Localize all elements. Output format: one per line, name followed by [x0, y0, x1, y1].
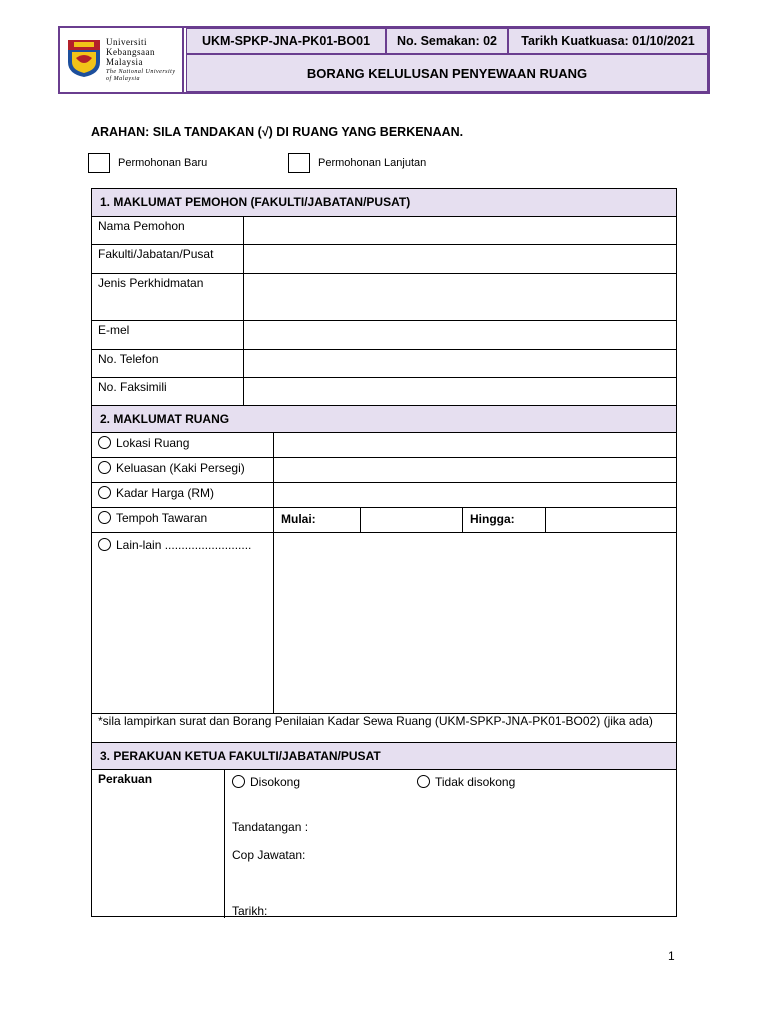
date-label: Tarikh:: [232, 904, 268, 918]
field-row-fakulti: [92, 244, 676, 273]
field-label: Lain-lain ..........................: [116, 538, 252, 552]
space-row-lain: [92, 532, 676, 713]
field-label: Fakulti/Jabatan/Pusat: [98, 247, 214, 261]
radio-icon[interactable]: [98, 436, 111, 449]
section1-title: 1. MAKLUMAT PEMOHON (FAKULTI/JABATAN/PUSAT): [100, 195, 411, 209]
field-label: Lokasi Ruang: [116, 436, 190, 450]
field-label: Kadar Harga (RM): [116, 486, 215, 500]
new-application-label: Permohonan Baru: [118, 157, 208, 169]
field-label: E-mel: [98, 323, 130, 337]
space-row-keluasan: [92, 457, 676, 482]
end-label: Hingga:: [470, 512, 515, 526]
lokasi-ruang-input[interactable]: [274, 433, 676, 457]
space-row-kadar: [92, 482, 676, 507]
page-number: 1: [668, 949, 675, 963]
start-label: Mulai:: [281, 512, 316, 526]
space-row-lokasi: [92, 432, 676, 457]
not-support-option: Tidak disokong: [435, 775, 516, 789]
section3-title: 3. PERAKUAN KETUA FAKULTI/JABATAN/PUSAT: [100, 749, 381, 763]
attachment-note: *sila lampirkan surat dan Borang Penilaian Kadar Sewa Ruang (UKM-SPKP-JNA-PK01-BO02) (jika ada): [98, 714, 653, 728]
logo-area: [60, 28, 184, 92]
keluasan-input[interactable]: [274, 458, 676, 482]
emel-input[interactable]: [244, 321, 676, 349]
logo-line3: Malaysia: [106, 57, 143, 67]
endorsement-label: Perakuan: [98, 772, 153, 786]
endorsement-row: [92, 769, 676, 918]
logo-line2: Kebangsaan: [106, 47, 155, 57]
radio-icon[interactable]: [98, 511, 111, 524]
kadar-harga-input[interactable]: [274, 483, 676, 507]
signature-label: Tandatangan :: [232, 820, 309, 834]
field-label: No. Telefon: [98, 352, 159, 366]
field-label: Jenis Perkhidmatan: [98, 276, 204, 290]
instruction-text: ARAHAN: SILA TANDAKAN (√) DI RUANG YANG BERKENAAN.: [91, 125, 464, 139]
effective-date: Tarikh Kuatkuasa: 01/10/2021: [508, 28, 708, 54]
support-option: Disokong: [250, 775, 301, 789]
field-label: Keluasan (Kaki Persegi): [116, 461, 245, 475]
ukm-crest-logo: [66, 38, 102, 78]
radio-icon[interactable]: [98, 538, 111, 551]
field-label: No. Faksimili: [98, 380, 167, 394]
radio-icon[interactable]: [417, 775, 430, 788]
section2-title: 2. MAKLUMAT RUANG: [100, 412, 230, 426]
field-label: Nama Pemohon: [98, 219, 185, 233]
revision-number: No. Semakan: 02: [386, 28, 508, 54]
form-title: BORANG KELULUSAN PENYEWAAN RUANG: [186, 54, 708, 92]
logo-tagline1: The National University: [106, 69, 176, 75]
section3-header: [92, 742, 676, 769]
field-label: Tempoh Tawaran: [116, 511, 208, 525]
continued-application-label: Permohonan Lanjutan: [318, 157, 427, 169]
stamp-label: Cop Jawatan:: [232, 848, 306, 862]
telefon-input[interactable]: [244, 350, 676, 377]
radio-icon[interactable]: [98, 461, 111, 474]
section2-header: [92, 405, 676, 432]
field-row-faksimili: [92, 377, 676, 405]
continued-application-checkbox[interactable]: [288, 153, 310, 173]
start-date-input[interactable]: [361, 508, 461, 532]
logo-line1: Universiti: [106, 37, 147, 47]
new-application-checkbox[interactable]: [88, 153, 110, 173]
radio-icon[interactable]: [232, 775, 245, 788]
field-row-emel: [92, 320, 676, 349]
jenis-perkhidmatan-input[interactable]: [244, 274, 676, 320]
faksimili-input[interactable]: [244, 378, 676, 405]
nama-pemohon-input[interactable]: [244, 217, 676, 244]
attachment-note-row: [92, 713, 676, 742]
end-date-input[interactable]: [546, 508, 676, 532]
section1-header: [92, 189, 676, 216]
doc-code: UKM-SPKP-JNA-PK01-BO01: [186, 28, 386, 54]
lain-lain-input[interactable]: [274, 533, 676, 713]
main-form-table: [91, 188, 677, 917]
space-row-tempoh: [92, 507, 676, 532]
document-header: [58, 26, 710, 94]
field-row-nama: [92, 216, 676, 244]
logo-tagline2: of Malaysia: [106, 76, 140, 82]
field-row-telefon: [92, 349, 676, 377]
fakulti-input[interactable]: [244, 245, 676, 273]
field-row-perkhidmatan: [92, 273, 676, 320]
radio-icon[interactable]: [98, 486, 111, 499]
